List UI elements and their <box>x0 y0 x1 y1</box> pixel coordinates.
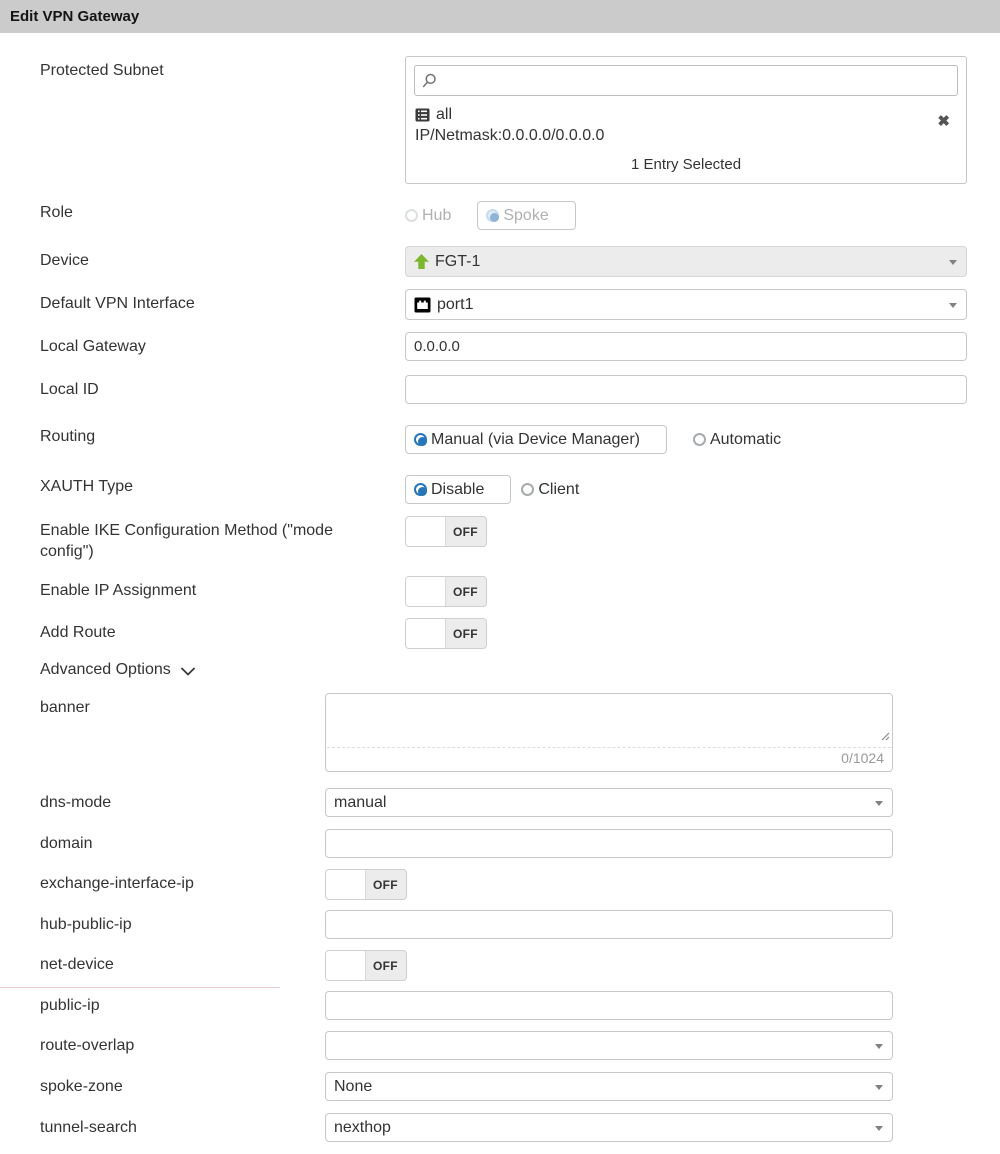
routing-label: Routing <box>40 428 96 445</box>
xauth-option-label: Client <box>538 480 580 498</box>
banner-label: banner <box>40 699 90 716</box>
ike-config-method-label: Enable IKE Configuration Method ("mode config") <box>40 522 333 560</box>
field-row-routing <box>0 422 1000 454</box>
dropdown-caret-icon <box>875 1126 883 1131</box>
tunnel-search-select[interactable] <box>325 1113 893 1142</box>
select-value: nexthop <box>334 1118 391 1136</box>
entry-count-label: 1 Entry Selected <box>630 156 742 173</box>
local-id-input[interactable] <box>405 375 967 404</box>
toggle-state-label: OFF <box>373 877 398 892</box>
toggle-knob <box>406 619 446 648</box>
field-row-local-id <box>0 375 1000 404</box>
radio-circle-icon <box>405 209 418 222</box>
field-row-exchange-interface-ip <box>0 869 1000 900</box>
select-value: manual <box>334 793 387 811</box>
radio-circle-icon <box>414 433 427 446</box>
default-vpn-interface-select[interactable] <box>405 289 967 320</box>
advanced-options-toggle[interactable] <box>0 661 1000 679</box>
add-route-toggle[interactable] <box>405 618 487 649</box>
routing-radio-automatic[interactable] <box>693 431 781 449</box>
field-row-protected-subnet <box>0 56 1000 184</box>
route-overlap-label: route-overlap <box>40 1037 135 1054</box>
dropdown-caret-icon <box>949 260 957 265</box>
exchange-interface-ip-toggle[interactable] <box>325 869 407 900</box>
enable-ip-assignment-label: Enable IP Assignment <box>40 582 197 599</box>
entry-detail: IP/Netmask:0.0.0.0/0.0.0.0 <box>415 127 605 144</box>
enable-ip-assignment-toggle[interactable] <box>405 576 487 607</box>
route-overlap-select[interactable] <box>325 1031 893 1060</box>
toggle-knob <box>406 577 446 606</box>
select-value: port1 <box>437 295 474 313</box>
field-row-domain <box>0 829 1000 858</box>
xauth-radio-group <box>405 472 967 504</box>
vpn-gateway-form <box>0 33 1000 1142</box>
local-gateway-input[interactable] <box>405 332 967 361</box>
xauth-option-label: Disable <box>431 480 485 498</box>
dns-mode-select[interactable] <box>325 788 893 817</box>
dropdown-caret-icon <box>875 801 883 806</box>
field-row-local-gateway <box>0 332 1000 361</box>
role-radio-hub <box>405 207 451 225</box>
field-row-banner <box>0 693 1000 772</box>
role-radio-group <box>405 198 967 230</box>
protected-subnet-widget <box>405 56 967 184</box>
tunnel-search-label: tunnel-search <box>40 1119 137 1136</box>
device-select <box>405 246 967 277</box>
public-ip-input[interactable] <box>325 991 893 1020</box>
ike-config-method-toggle[interactable] <box>405 516 487 547</box>
field-row-device <box>0 246 1000 277</box>
toggle-state-label: OFF <box>453 524 478 539</box>
field-row-role <box>0 198 1000 230</box>
role-radio-spoke <box>477 201 575 230</box>
entry-name: all <box>436 106 453 123</box>
hub-public-ip-input[interactable] <box>325 910 893 939</box>
field-row-hub-public-ip <box>0 910 1000 939</box>
resize-handle-icon[interactable] <box>879 728 890 746</box>
add-route-label: Add Route <box>40 624 116 641</box>
remove-entry-icon[interactable]: ✖ <box>937 113 950 130</box>
selected-entry <box>414 96 958 146</box>
radio-circle-icon <box>486 209 499 222</box>
field-row-enable-ip-assignment <box>0 576 1000 607</box>
hub-public-ip-label: hub-public-ip <box>40 916 132 933</box>
xauth-type-label: XAUTH Type <box>40 478 134 495</box>
device-label: Device <box>40 252 89 269</box>
public-ip-label: public-ip <box>40 997 100 1014</box>
field-row-xauth-type <box>0 472 1000 504</box>
field-row-route-overlap <box>0 1031 1000 1060</box>
toggle-knob <box>326 870 366 899</box>
field-row-public-ip <box>0 991 1000 1020</box>
char-counter: 0/1024 <box>841 750 884 766</box>
field-row-ike-config-method <box>0 516 1000 562</box>
protected-subnet-label: Protected Subnet <box>40 62 164 79</box>
domain-input[interactable] <box>325 829 893 858</box>
role-option-label: Spoke <box>503 206 549 224</box>
search-icon <box>422 73 437 88</box>
spoke-zone-label: spoke-zone <box>40 1078 123 1095</box>
advanced-options-label: Advanced Options <box>40 661 171 678</box>
role-label: Role <box>40 204 73 221</box>
routing-radio-group <box>405 422 967 454</box>
device-up-arrow-icon <box>414 254 429 269</box>
xauth-radio-client[interactable] <box>521 481 579 499</box>
divider-line <box>0 987 280 988</box>
ethernet-port-icon <box>414 297 431 313</box>
radio-circle-icon <box>414 483 427 496</box>
local-id-label: Local ID <box>40 381 99 398</box>
field-row-default-vpn-interface <box>0 289 1000 320</box>
xauth-radio-disable[interactable] <box>405 475 511 504</box>
dialog-header <box>0 0 1000 33</box>
dialog-title: Edit VPN Gateway <box>10 8 140 25</box>
field-row-tunnel-search <box>0 1113 1000 1142</box>
dns-mode-label: dns-mode <box>40 794 112 811</box>
exchange-interface-ip-label: exchange-interface-ip <box>40 875 194 892</box>
chevron-down-icon <box>181 667 195 676</box>
banner-edit-area[interactable] <box>326 694 892 747</box>
field-row-add-route <box>0 618 1000 649</box>
dropdown-caret-icon <box>875 1044 883 1049</box>
select-value: FGT-1 <box>435 252 481 270</box>
net-device-toggle[interactable] <box>325 950 407 981</box>
dropdown-caret-icon <box>949 303 957 308</box>
routing-option-label: Automatic <box>709 430 782 448</box>
toggle-state-label: OFF <box>373 958 398 973</box>
net-device-label: net-device <box>40 956 114 973</box>
domain-label: domain <box>40 835 93 852</box>
toggle-knob <box>326 951 366 980</box>
radio-circle-icon <box>693 433 706 446</box>
select-value: None <box>334 1077 373 1095</box>
field-row-spoke-zone <box>0 1072 1000 1101</box>
role-option-label: Hub <box>422 206 452 224</box>
radio-circle-icon <box>521 483 534 496</box>
local-gateway-label: Local Gateway <box>40 338 146 355</box>
toggle-state-label: OFF <box>453 626 478 641</box>
address-object-icon <box>415 108 430 122</box>
default-vpn-interface-label: Default VPN Interface <box>40 295 195 312</box>
field-row-net-device <box>0 950 1000 981</box>
spoke-zone-select[interactable] <box>325 1072 893 1101</box>
routing-option-label: Manual (via Device Manager) <box>431 430 640 448</box>
toggle-state-label: OFF <box>453 584 478 599</box>
field-row-dns-mode <box>0 788 1000 817</box>
routing-radio-manual[interactable] <box>405 425 667 454</box>
dropdown-caret-icon <box>875 1085 883 1090</box>
banner-textarea[interactable] <box>325 693 893 772</box>
protected-subnet-search-input[interactable] <box>414 65 958 96</box>
toggle-knob <box>406 517 446 546</box>
